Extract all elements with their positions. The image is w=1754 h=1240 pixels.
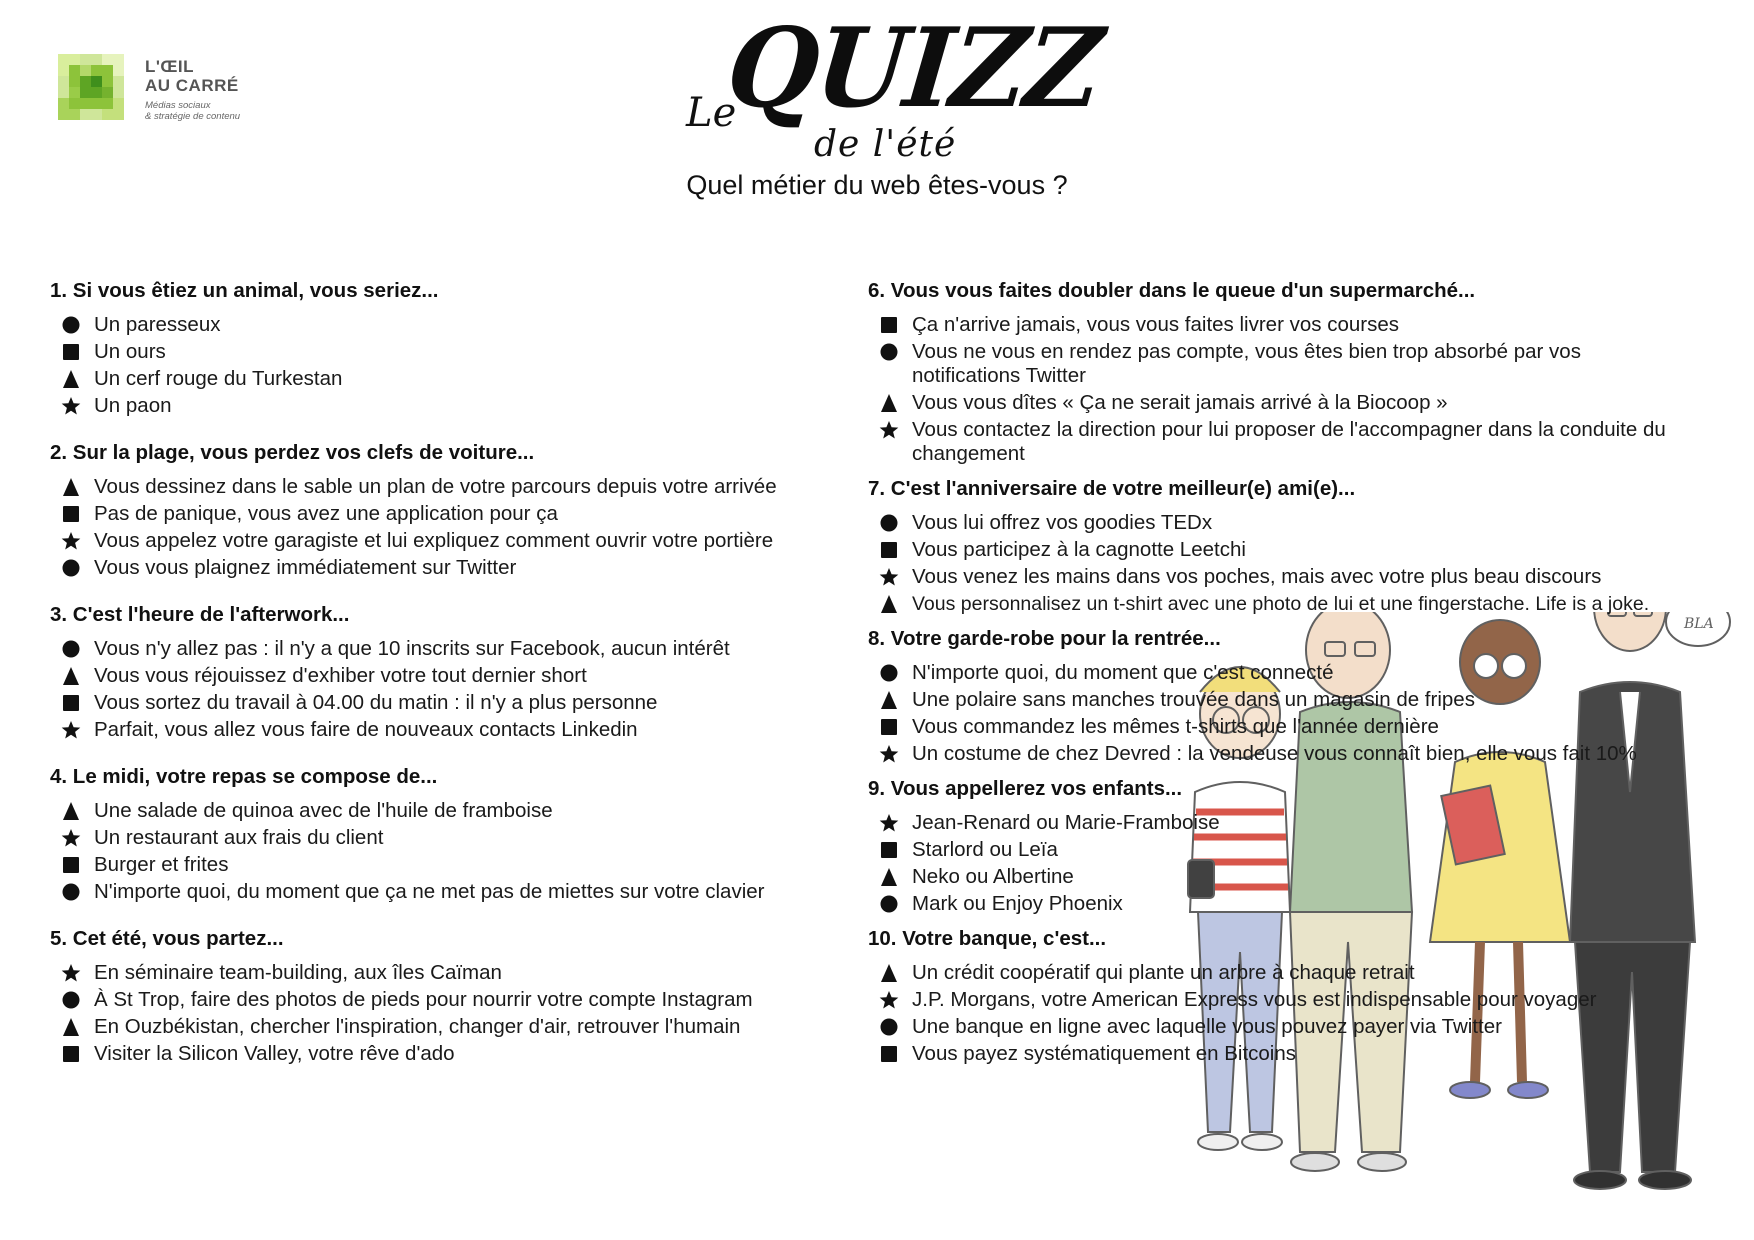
- quiz-title: [686, 2, 1107, 165]
- option: [60, 826, 840, 850]
- option: [60, 691, 840, 715]
- option-text: N'importe quoi, du moment que c'est connecté: [912, 661, 1334, 684]
- option-text: J.P. Morgans, votre American Express vous est indispensable pour voyager: [912, 988, 1597, 1011]
- option-text: Vous venez les mains dans vos poches, mais avec votre plus beau discours: [912, 565, 1602, 588]
- option: [60, 988, 840, 1012]
- option: [878, 391, 1728, 415]
- option: [60, 637, 840, 661]
- question-8: [868, 626, 1728, 766]
- option: [60, 1042, 840, 1066]
- square-icon: [60, 854, 82, 876]
- option-text: Vous participez à la cagnotte Leetchi: [912, 538, 1246, 561]
- option-text: Ça n'arrive jamais, vous vous faites livrer vos courses: [912, 313, 1399, 336]
- option-text: Un paon: [94, 394, 172, 417]
- circle-icon: [878, 1016, 900, 1038]
- title-quizz: QUIZZ: [721, 2, 1107, 133]
- option-text: Vous payez systématiquement en Bitcoins: [912, 1042, 1297, 1065]
- question-title: 10. Votre banque, c'est...: [868, 927, 1107, 950]
- triangle-icon: [878, 392, 900, 414]
- triangle-icon: [878, 689, 900, 711]
- option-text: Une salade de quinoa avec de l'huile de framboise: [94, 799, 553, 822]
- option-text: Parfait, vous allez vous faire de nouveaux contacts Linkedin: [94, 718, 638, 741]
- option-text: Mark ou Enjoy Phoenix: [912, 892, 1123, 915]
- option: [878, 961, 1728, 985]
- logo-title-line2: AU CARRÉ: [145, 76, 239, 95]
- square-icon: [878, 839, 900, 861]
- star-icon: [60, 827, 82, 849]
- question-10: [868, 926, 1728, 1066]
- question-title: 4. Le midi, votre repas se compose de...: [50, 765, 438, 788]
- option-text: Pas de panique, vous avez une application pour ça: [94, 502, 558, 525]
- circle-icon: [60, 557, 82, 579]
- triangle-icon: [878, 593, 900, 615]
- triangle-icon: [878, 866, 900, 888]
- option-text: Visiter la Silicon Valley, votre rêve d'ado: [94, 1042, 455, 1065]
- option: [878, 742, 1728, 766]
- square-icon: [878, 539, 900, 561]
- circle-icon: [60, 314, 82, 336]
- option: [60, 1015, 840, 1039]
- title-de-lete: de l'été: [814, 124, 957, 165]
- star-icon: [878, 743, 900, 765]
- option: [878, 511, 1728, 535]
- questions-column-right: [868, 278, 1728, 1076]
- circle-icon: [878, 893, 900, 915]
- question-title: 5. Cet été, vous partez...: [50, 927, 284, 950]
- question-title: 3. C'est l'heure de l'afterwork...: [50, 603, 350, 626]
- option: [60, 340, 840, 364]
- questions-column-left: [50, 278, 840, 1076]
- circle-icon: [878, 512, 900, 534]
- option: [878, 340, 1728, 388]
- option-text: Vous sortez du travail à 04.00 du matin : il n'y a plus personne: [94, 691, 658, 714]
- option: [878, 892, 1728, 916]
- option-text: Vous dessinez dans le sable un plan de votre parcours depuis votre arrivée: [94, 475, 777, 498]
- option-text: Burger et frites: [94, 853, 229, 876]
- square-icon: [60, 341, 82, 363]
- square-icon: [878, 1043, 900, 1065]
- star-icon: [60, 530, 82, 552]
- circle-icon: [60, 881, 82, 903]
- triangle-icon: [878, 962, 900, 984]
- question-title: 1. Si vous êtiez un animal, vous seriez...: [50, 279, 439, 302]
- option: [60, 556, 840, 580]
- triangle-icon: [60, 1016, 82, 1038]
- option: [878, 715, 1728, 739]
- question-5: [50, 926, 840, 1066]
- option: [60, 718, 840, 742]
- option-text: Un costume de chez Devred : la vendeuse vous connaît bien, elle vous fait 10%: [912, 742, 1637, 765]
- square-icon: [60, 692, 82, 714]
- question-9: [868, 776, 1728, 916]
- option-text: Neko ou Albertine: [912, 865, 1074, 888]
- option: [878, 565, 1728, 589]
- question-1: [50, 278, 840, 418]
- option: [878, 838, 1728, 862]
- question-title: 9. Vous appellerez vos enfants...: [868, 777, 1183, 800]
- option: [60, 799, 840, 823]
- option: [878, 1015, 1728, 1039]
- option: [878, 661, 1728, 685]
- question-3: [50, 602, 840, 742]
- question-title: 8. Votre garde-robe pour la rentrée...: [868, 627, 1221, 650]
- question-title: 6. Vous vous faites doubler dans le queue d'un supermarché...: [868, 279, 1476, 302]
- question-2: [50, 440, 840, 580]
- option-text: Vous vous plaignez immédiatement sur Twitter: [94, 556, 517, 579]
- option-text: Vous n'y allez pas : il n'y a que 10 inscrits sur Facebook, aucun intérêt: [94, 637, 730, 660]
- option-text: Une polaire sans manches trouvée dans un magasin de fripes: [912, 688, 1475, 711]
- option: [60, 313, 840, 337]
- option-text: N'importe quoi, du moment que ça ne met pas de miettes sur votre clavier: [94, 880, 765, 903]
- star-icon: [878, 419, 900, 441]
- circle-icon: [60, 989, 82, 1011]
- circle-icon: [878, 662, 900, 684]
- option: [60, 664, 840, 688]
- option: [60, 529, 840, 553]
- option-text: Jean-Renard ou Marie-Framboise: [912, 811, 1220, 834]
- option-text: Vous ne vous en rendez pas compte, vous êtes bien trop absorbé par vos notifications Twitter: [912, 340, 1581, 387]
- triangle-icon: [60, 368, 82, 390]
- option-text: En Ouzbékistan, chercher l'inspiration, changer d'air, retrouver l'humain: [94, 1015, 741, 1038]
- question-4: [50, 764, 840, 904]
- star-icon: [878, 812, 900, 834]
- option: [878, 688, 1728, 712]
- option: [878, 538, 1728, 562]
- logo-title-line1: L'ŒIL: [145, 57, 195, 76]
- star-icon: [60, 962, 82, 984]
- star-icon: [878, 566, 900, 588]
- circle-icon: [60, 638, 82, 660]
- option: [60, 475, 840, 499]
- option-text: Vous personnalisez un t-shirt avec une photo de lui et une fingerstache. Life is a joke.: [912, 593, 1650, 615]
- option: [878, 1042, 1728, 1066]
- option-text: Starlord ou Leïa: [912, 838, 1058, 861]
- square-icon: [60, 503, 82, 525]
- star-icon: [878, 989, 900, 1011]
- option-text: Vous appelez votre garagiste et lui expliquez comment ouvrir votre portière: [94, 529, 774, 552]
- option: [878, 592, 1728, 616]
- option-text: Une banque en ligne avec laquelle vous pouvez payer via Twitter: [912, 1015, 1502, 1038]
- option-text: Vous vous réjouissez d'exhiber votre tout dernier short: [94, 664, 587, 687]
- option-text: Un ours: [94, 340, 166, 363]
- option-text: Vous lui offrez vos goodies TEDx: [912, 511, 1213, 534]
- logo-tagline-2: & stratégie de contenu: [145, 111, 241, 122]
- question-7: [868, 476, 1728, 616]
- triangle-icon: [60, 476, 82, 498]
- option: [878, 418, 1728, 466]
- option: [60, 394, 840, 418]
- option-text: À St Trop, faire des photos de pieds pour nourrir votre compte Instagram: [94, 988, 753, 1011]
- logo-tagline-1: Médias sociaux: [145, 100, 211, 111]
- star-icon: [60, 719, 82, 741]
- title-le: Le: [686, 90, 737, 136]
- option-text: Vous vous dîtes « Ça ne serait jamais arrivé à la Biocoop »: [912, 391, 1448, 414]
- logo: [58, 54, 240, 122]
- logo-pixel-mark: [58, 54, 124, 120]
- speech-bubble-text: BLA: [1684, 616, 1714, 632]
- option-text: Un cerf rouge du Turkestan: [94, 367, 343, 390]
- question-6: [868, 278, 1728, 466]
- option-text: Un restaurant aux frais du client: [94, 826, 384, 849]
- option-text: Un paresseux: [94, 313, 221, 336]
- square-icon: [878, 314, 900, 336]
- option: [878, 865, 1728, 889]
- option: [60, 880, 840, 904]
- star-icon: [60, 395, 82, 417]
- square-icon: [60, 1043, 82, 1065]
- option: [60, 367, 840, 391]
- triangle-icon: [60, 665, 82, 687]
- option-text: Un crédit coopératif qui plante un arbre à chaque retrait: [912, 961, 1415, 984]
- question-title: 2. Sur la plage, vous perdez vos clefs de voiture...: [50, 441, 535, 464]
- question-title: 7. C'est l'anniversaire de votre meilleur(e) ami(e)...: [868, 477, 1356, 500]
- option: [878, 988, 1728, 1012]
- option-text: Vous contactez la direction pour lui proposer de l'accompagner dans la conduite du changement: [912, 418, 1666, 465]
- square-icon: [878, 716, 900, 738]
- triangle-icon: [60, 800, 82, 822]
- option-text: Vous commandez les mêmes t-shirts que l'année dernière: [912, 715, 1439, 738]
- page-subtitle: Quel métier du web êtes-vous ?: [686, 170, 1068, 200]
- option-text: En séminaire team-building, aux îles Caïman: [94, 961, 502, 984]
- option: [60, 961, 840, 985]
- option: [60, 853, 840, 877]
- option: [878, 313, 1728, 337]
- option: [60, 502, 840, 526]
- option: [878, 811, 1728, 835]
- circle-icon: [878, 341, 900, 363]
